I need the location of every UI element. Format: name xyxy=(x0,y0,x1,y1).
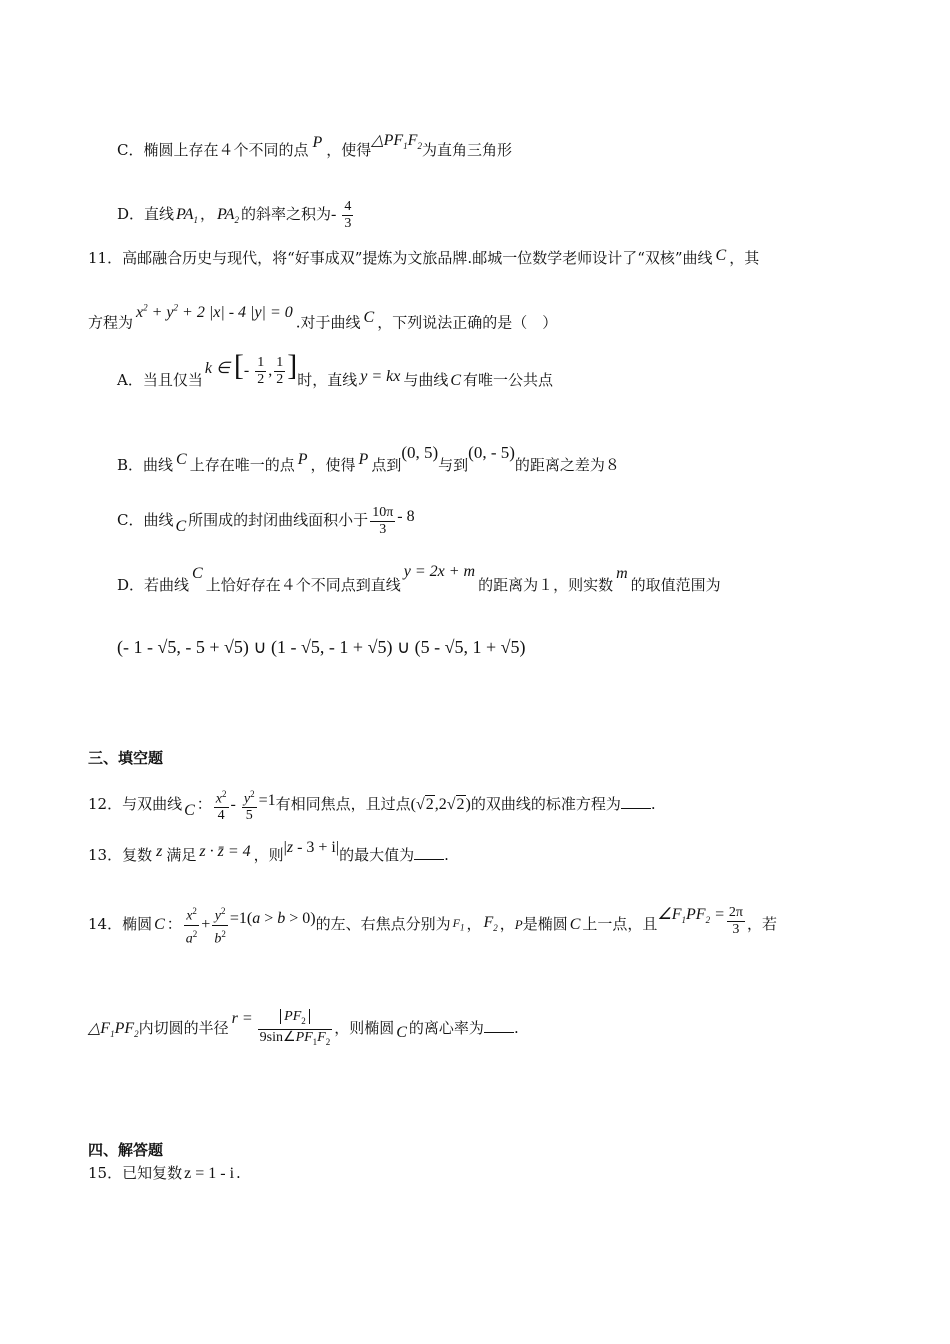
point-sqrt2-2sqrt2: (√2,2√2) xyxy=(410,796,471,813)
math-k-in-interval: k ∈ xyxy=(204,360,234,377)
q11-option-b: B．曲线 C 上存在唯一的点 P ，使得 P 点到(0, 5)与到(0, - 5)的距离之差为８ xyxy=(117,443,620,474)
fraction-10pi-3: $\frac{10\pi}{3}$ xyxy=(372,504,394,537)
q12: 12．与双曲线 C ： $\frac{x^2}{4}$ - $\frac{y^2}{5}$ =1有相同焦点，且过点(√2,2√2)的双曲线的标准方程为 . xyxy=(88,784,656,825)
math-P: P xyxy=(312,134,323,151)
q11-option-a: A．当且仅当k ∈ [- $\frac{1}{2}$ , $\frac{1}{2}$ ]时，直线 y = kx 与曲线 C 有唯一公共点 xyxy=(117,349,554,389)
math-abs-z-3-i: |z - 3 + i| xyxy=(283,839,340,856)
math-PA2: $PA_2$ xyxy=(217,206,240,226)
q11-stem-line2: 方程为$x^2 + y^2 + 2$ |x| - 4 |y| = 0.对于曲线 C ，下列说法正确的是（ ） xyxy=(88,303,558,332)
point-0-neg5: (0, - 5) xyxy=(468,443,515,462)
q14-line1: 14．椭圆 C ： $\frac{x^2}{a^2}$ + $\frac{y^2}{b^2}$ =1(a > b > 0)的左、右焦点分别为 $F_1$ ， $F_2$ ，P是椭圆 C 上一点，且$\angle F_1PF_2$ = $\frac{2\pi}{3}$ ，若 xyxy=(88,904,777,947)
answer-blank[interactable] xyxy=(414,845,444,860)
q11-range: (- 1 - √5, - 5 + √5) ∪ (1 - √5, - 1 + √5) ∪ (5 - √5, 1 + √5) xyxy=(117,637,526,657)
section-fill-in: 三、填空题 xyxy=(88,749,164,767)
q15: 15．已知复数 z = 1 - i . xyxy=(88,1164,241,1182)
q10-option-c: C．椭圆上存在４个不同的点 P ，使得$\triangle PF_1F_2$为直角三角形 xyxy=(117,132,512,159)
q11-option-c: C．曲线 C 所围成的封闭曲线面积小于 $\frac{10\pi}{3}$ - 8 xyxy=(117,504,415,537)
point-0-5: (0, 5) xyxy=(401,443,439,462)
answer-blank[interactable] xyxy=(621,794,651,809)
section-solutions: 四、解答题 xyxy=(88,1141,164,1159)
q14-line2: $\triangle F_1PF_2$内切圆的半径r = $\frac{PF_2}{9\sin\angle PF_1F_2}$ ，则椭圆 C 的离心率为 . xyxy=(88,1000,519,1062)
math-triangle-PF1F2: $\triangle PF_1F_2$ xyxy=(371,132,422,152)
math-line-y-2x-m: y = 2x + m xyxy=(403,563,476,580)
q11-option-d: D．若曲线C上恰好存在４个不同点到直线y = 2x + m的距离为１，则实数m的取值范围为 xyxy=(117,563,721,594)
q11-stem-line1: 11．高邮融合历史与现代，将“好事成双”提炼为文旅品牌.邮城一位数学老师设计了“双核”曲线 C ，其 xyxy=(88,247,760,267)
q13: 13．复数 z 满足 z · z̄ = 4 ，则|z - 3 + i|的最大值为 . xyxy=(88,839,449,864)
math-curve-equation: $x^2 + y^2 + 2$ |x| - 4 |y| = 0 xyxy=(136,303,293,322)
answer-blank[interactable] xyxy=(484,1018,514,1033)
q10-option-d: D．直线 $PA_1$ ， $PA_2$ 的斜率之积为- $\frac{4}{3}$ xyxy=(117,198,352,231)
fraction-radius: $\frac{PF_2}{9\sin\angle PF_1F_2}$ xyxy=(259,1008,331,1047)
math-PA1: $PA_1$ xyxy=(176,206,199,226)
fraction-4-3: $\frac{4}{3}$ xyxy=(344,198,352,231)
